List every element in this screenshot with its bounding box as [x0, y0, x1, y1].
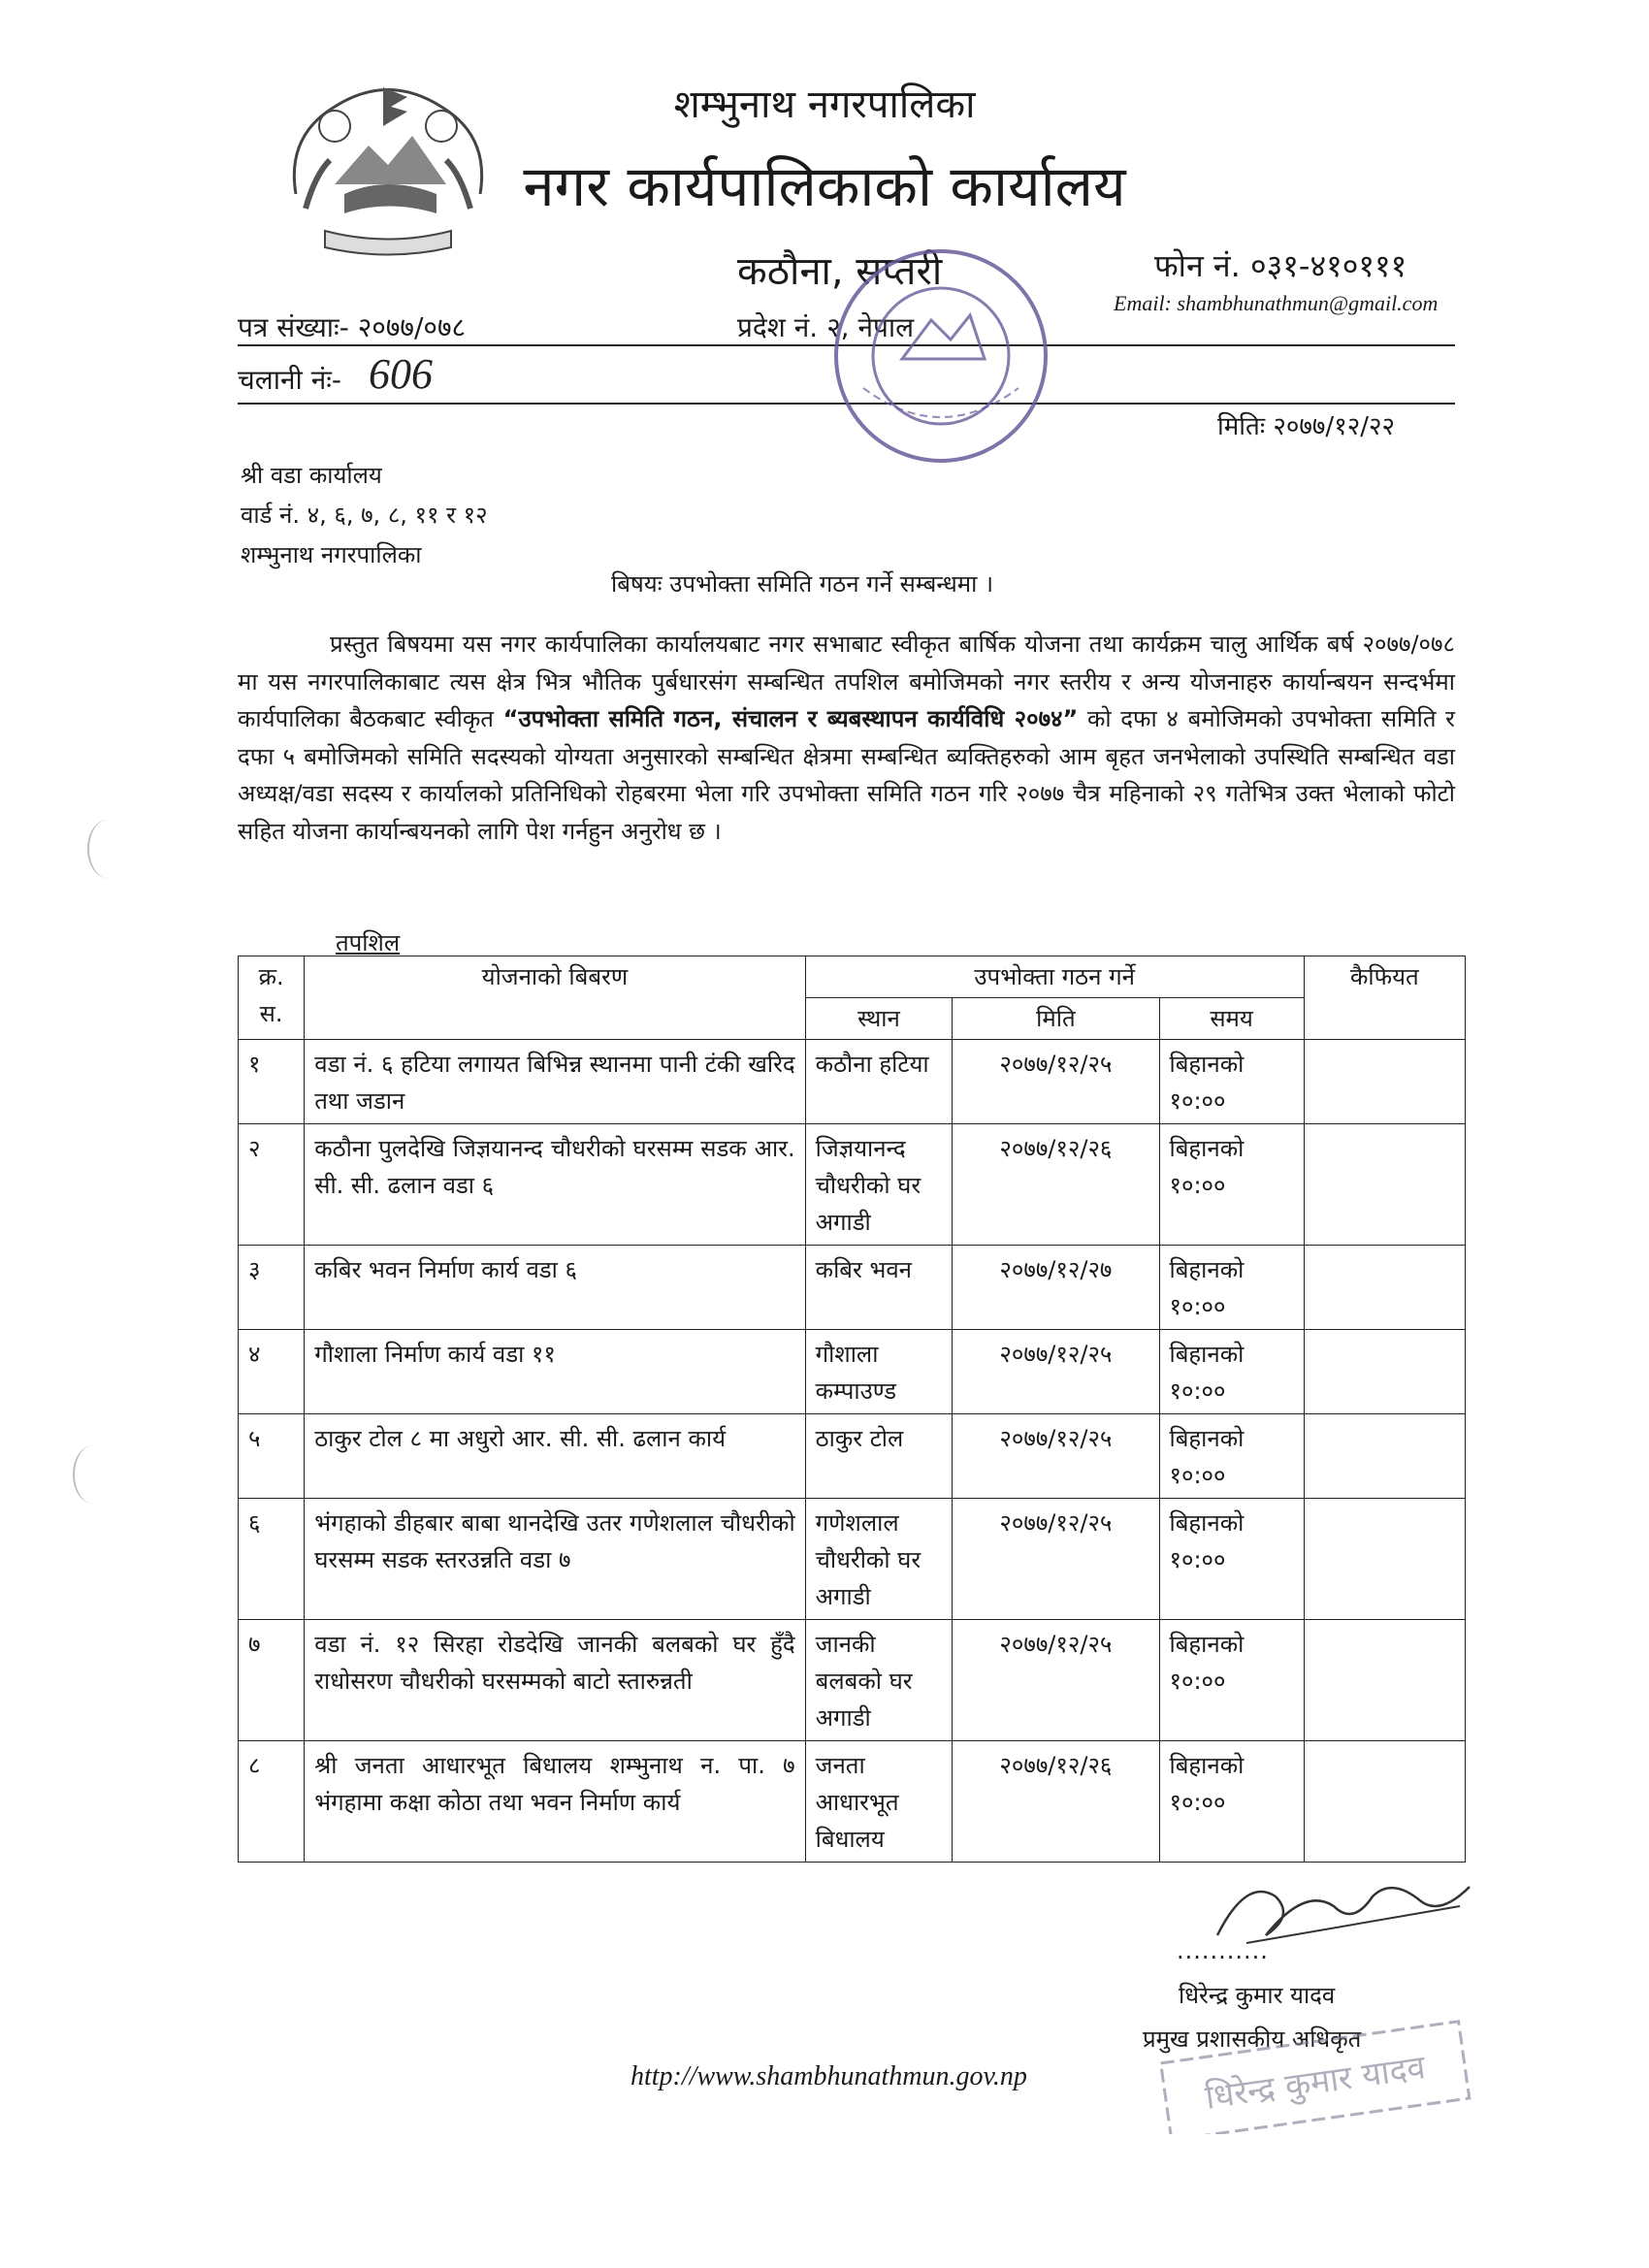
- cell-remark: [1304, 1124, 1465, 1246]
- cell-time: बिहानको १०:००: [1159, 1499, 1304, 1620]
- cell-place: गौशाला कम्पाउण्ड: [805, 1330, 953, 1414]
- cell-place: ठाकुर टोल: [805, 1414, 953, 1499]
- cell-date: २०७७/१२/२६: [953, 1124, 1159, 1246]
- signatory-title: प्रमुख प्रशासकीय अधिकृत: [1143, 2025, 1362, 2053]
- recipient-line: शम्भुनाथ नगरपालिका: [241, 541, 422, 568]
- table-row: [239, 1124, 1466, 1246]
- letter-subject: बिषयः उपभोक्ता समिति गठन गर्ने सम्बन्धमा ।: [611, 570, 994, 598]
- cell-date: २०७७/१२/२५: [953, 1414, 1159, 1499]
- cell-remark: [1304, 1499, 1465, 1620]
- cell-time: बिहानको १०:००: [1159, 1620, 1304, 1741]
- header-remark: कैफियत: [1304, 956, 1465, 1040]
- header-serial: क्र. स.: [239, 956, 305, 1040]
- cell-time: बिहानको १०:००: [1159, 1414, 1304, 1499]
- signatory-name: धिरेन्द्र कुमार यादव: [1179, 1982, 1336, 2009]
- header-time: समय: [1159, 998, 1304, 1040]
- plan-table: [238, 956, 1466, 1863]
- organization-name: शम्भुनाथ नगरपालिका: [673, 82, 976, 127]
- body-text-part: को दफा ४ बमोजिमको उपभोक्ता समिति र दफा ५ बमोजिमको समिति सदस्यको योग्यता अनुसारको सम्बन्धित क्षेत्रमा सम्बन्धित ब्यक्तिहरुको आम बृहत जनभेलाको उपस्थिति सम्बन्धित वडा अध्यक्ष/वडा सदस्य र कार्यालको प्रतिनिधिको रोहबरमा भेला गरि उपभोक्ता समिति गठन गरि २०७७ चैत्र महिनाको २९ गतेभित्र उक्त भेलाको फोटो सहित योजना कार्यान्बयनको लागि पेश गर्नहुन अनुरोध छ ।: [238, 705, 1455, 845]
- office-address: कठौना, सप्तरी: [737, 249, 943, 294]
- recipient-line: वार्ड नं. ४, ६, ७, ८, ११ र १२: [241, 502, 488, 529]
- table-row: [239, 1414, 1466, 1499]
- cell-serial: १: [239, 1040, 305, 1124]
- cell-description: श्री जनता आधारभूत बिधालय शम्भुनाथ न. पा. ७ भंगहामा कक्षा कोठा तथा भवन निर्माण कार्य: [305, 1741, 805, 1863]
- table-row: [239, 1499, 1466, 1620]
- name-seal-stamp-icon: [1154, 2018, 1474, 2134]
- cell-place: जानकी बलबको घर अगाडी: [805, 1620, 953, 1741]
- recipient-line: श्री वडा कार्यालय: [241, 462, 382, 489]
- punch-hole-mark: [73, 1445, 113, 1504]
- header-date: मिति: [953, 998, 1159, 1040]
- cell-description: वडा नं. १२ सिरहा रोडदेखि जानकी बलबको घर हुँदै राधोसरण चौधरीको घरसम्मको बाटो स्तारुन्नती: [305, 1620, 805, 1741]
- cell-serial: ६: [239, 1499, 305, 1620]
- cell-remark: [1304, 1246, 1465, 1330]
- header-description: योजनाको बिबरण: [305, 956, 805, 1040]
- letter-body: [238, 626, 1455, 850]
- cell-place: गणेशलाल चौधरीको घर अगाडी: [805, 1499, 953, 1620]
- cell-remark: [1304, 1620, 1465, 1741]
- phone-number: फोन नं. ०३१-४१०१११: [1154, 247, 1407, 284]
- cell-date: २०७७/१२/२७: [953, 1246, 1159, 1330]
- province-line: प्रदेश नं. २, नेपाल: [737, 311, 915, 343]
- cell-description: वडा नं. ६ हटिया लगायत बिभिन्न स्थानमा पानी टंकी खरिद तथा जडान: [305, 1040, 805, 1124]
- cell-remark: [1304, 1330, 1465, 1414]
- cell-time: बिहानको १०:००: [1159, 1741, 1304, 1863]
- cell-description: कबिर भवन निर्माण कार्य वडा ६: [305, 1246, 805, 1330]
- cell-time: बिहानको १०:००: [1159, 1330, 1304, 1414]
- cell-date: २०७७/१२/२५: [953, 1330, 1159, 1414]
- cell-description: ठाकुर टोल ८ मा अधुरो आर. सी. सी. ढलान कार्य: [305, 1414, 805, 1499]
- cell-description: गौशाला निर्माण कार्य वडा ११: [305, 1330, 805, 1414]
- cell-serial: ५: [239, 1414, 305, 1499]
- cell-place: जनता आधारभूत बिधालय: [805, 1741, 953, 1863]
- header-place: स्थान: [805, 998, 953, 1040]
- cell-date: २०७७/१२/२५: [953, 1040, 1159, 1124]
- header-group: उपभोक्ता गठन गर्ने: [805, 956, 1304, 998]
- body-text-bold: “उपभोक्ता समिति गठन, संचालन र ब्यबस्थापन कार्यविधि २०७४”: [502, 705, 1079, 732]
- cell-remark: [1304, 1040, 1465, 1124]
- cell-serial: ७: [239, 1620, 305, 1741]
- footer-website: http://www.shambhunathmun.gov.np: [630, 2061, 1027, 2091]
- punch-hole-mark: [87, 820, 128, 878]
- table-caption: तपशिल: [336, 929, 401, 956]
- cell-serial: ४: [239, 1330, 305, 1414]
- cell-time: बिहानको १०:००: [1159, 1124, 1304, 1246]
- reference-number: पत्र संख्याः- २०७७/०७८: [238, 311, 467, 343]
- email-address: Email: shambhunathmun@gmail.com: [1114, 291, 1439, 315]
- svg-text:धिरेन्द्र कुमार यादव: धिरेन्द्र कुमार यादव: [1203, 2048, 1428, 2118]
- recipient-block: [241, 456, 488, 575]
- cell-date: २०७७/१२/२५: [953, 1499, 1159, 1620]
- cell-date: २०७७/१२/२५: [953, 1620, 1159, 1741]
- cell-place: जिज्ञयानन्द चौधरीको घर अगाडी: [805, 1124, 953, 1246]
- cell-serial: ८: [239, 1741, 305, 1863]
- office-name: नगर कार्यपालिकाको कार्यालय: [523, 153, 1126, 219]
- cell-serial: ३: [239, 1246, 305, 1330]
- cell-place: कठौना हटिया: [805, 1040, 953, 1124]
- cell-time: बिहानको १०:००: [1159, 1040, 1304, 1124]
- cell-place: कबिर भवन: [805, 1246, 953, 1330]
- cell-description: कठौना पुलदेखि जिज्ञयानन्द चौधरीको घरसम्म सडक आर. सी. सी. ढलान वडा ६: [305, 1124, 805, 1246]
- letter-date: मितिः २०७७/१२/२२: [1217, 412, 1396, 441]
- office-round-stamp-icon: [824, 243, 1057, 470]
- cell-description: भंगहाको डीहबार बाबा थानदेखि उतर गणेशलाल चौधरीको घरसम्म सडक स्तरउन्नति वडा ७: [305, 1499, 805, 1620]
- cell-date: २०७७/१२/२६: [953, 1741, 1159, 1863]
- dispatch-label: चलानी नंः-: [238, 364, 342, 396]
- table-row: [239, 1246, 1466, 1330]
- table-row: [239, 1040, 1466, 1124]
- table-row: [239, 1620, 1466, 1741]
- table-row: [239, 1330, 1466, 1414]
- dispatch-number: 606: [369, 350, 433, 398]
- cell-remark: [1304, 1741, 1465, 1863]
- signature-dots: ...........: [1177, 1937, 1269, 1964]
- body-text-part: प्रस्तुत बिषयमा यस नगर कार्यपालिका कार्यालयबाट नगर सभाबाट स्वीकृत बार्षिक योजना तथा कार्यक्रम चालु आर्थिक बर्ष २०७७/०७८ मा यस नगरपालिकाबाट त्यस क्षेत्र भित्र भौतिक पुर्बधारसंग सम्बन्धित तपशिल बमोजिमको नगर स्तरीय र अन्य योजनाहरु कार्यान्बयन सन्दर्भमा कार्यपालिका बैठकबाट स्वीकृत: [238, 631, 1455, 732]
- cell-serial: २: [239, 1124, 305, 1246]
- cell-remark: [1304, 1414, 1465, 1499]
- table-row: [239, 1741, 1466, 1863]
- cell-time: बिहानको १०:००: [1159, 1246, 1304, 1330]
